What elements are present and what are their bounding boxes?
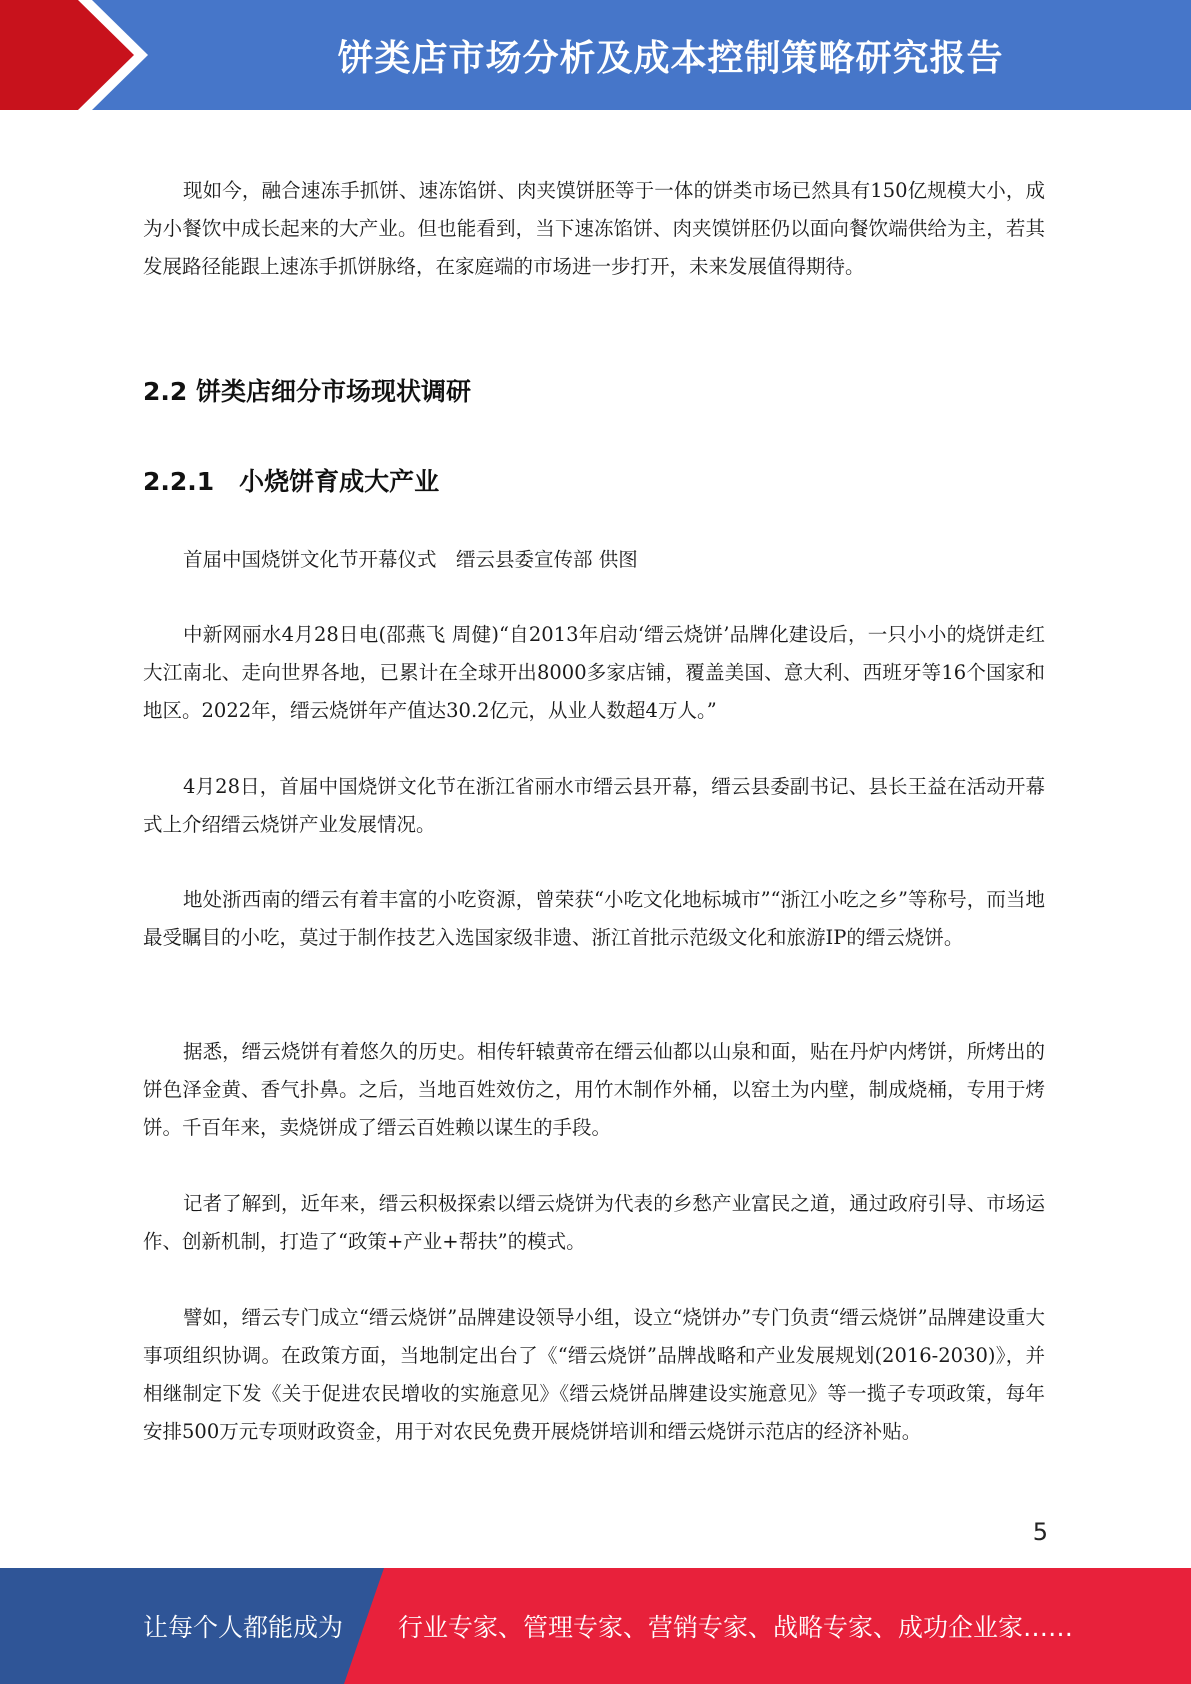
footer-slogan-lead: 让每个人都能成为 [143,1613,344,1642]
body-paragraph: 4月28日，首届中国烧饼文化节在浙江省丽水市缙云县开幕，缙云县委副书记、县长王益在活动开幕式上介绍缙云烧饼产业发展情况。 [143,775,1045,836]
body-paragraph: 地处浙西南的缙云有着丰富的小吃资源，曾荣获“小吃文化地标城市”“浙江小吃之乡”等称号，而当地最受瞩目的小吃，莫过于制作技艺入选国家级非遗、浙江首批示范级文化和旅游IP的缙云烧饼。 [143,888,1045,949]
subsection-heading: 2.2.1 小烧饼育成大产业 [143,467,440,496]
page-number: 5 [1032,1518,1048,1546]
body-paragraph: 据悉，缙云烧饼有着悠久的历史。相传轩辕黄帝在缙云仙都以山泉和面，贴在丹炉内烤饼，所烤出的饼色泽金黄、香气扑鼻。之后，当地百姓效仿之，用竹木制作外桶，以窑土为内壁，制成烧桶，专用于烤饼。千百年来，卖烧饼成了缙云百姓赖以谋生的手段。 [143,1040,1045,1139]
header-arrow-decoration [0,0,160,110]
page-header [0,0,1191,110]
report-title: 饼类店市场分析及成本控制策略研究报告 [337,37,1004,79]
page-footer [0,1568,1191,1684]
intro-paragraph: 现如今，融合速冻手抓饼、速冻馅饼、肉夹馍饼胚等于一体的饼类市场已然具有150亿规模大小，成为小餐饮中成长起来的大产业。但也能看到，当下速冻馅饼、肉夹馍饼胚仍以面向餐饮端供给为主，若其发展路径能跟上速冻手抓饼脉络，在家庭端的市场进一步打开，未来发展值得期待。 [143,179,1045,278]
body-paragraph: 中新网丽水4月28日电(邵燕飞 周健)“自2013年启动‘缙云烧饼’品牌化建设后，一只小小的烧饼走红大江南北、走向世界各地，已累计在全球开出8000多家店铺，覆盖美国、意大利、西班牙等16个国家和地区。2022年，缙云烧饼年产值达30.2亿元，从业人数超4万人。” [143,623,1045,722]
footer-slogan-roles: 行业专家、管理专家、营销专家、战略专家、成功企业家…… [398,1613,1074,1642]
body-paragraph: 记者了解到，近年来，缙云积极探索以缙云烧饼为代表的乡愁产业富民之道，通过政府引导、市场运作、创新机制，打造了“政策+产业+帮扶”的模式。 [143,1192,1045,1253]
section-heading: 2.2 饼类店细分市场现状调研 [143,377,471,406]
photo-caption: 首届中国烧饼文化节开幕仪式 缙云县委宣传部 供图 [183,548,638,571]
body-paragraph: 譬如，缙云专门成立“缙云烧饼”品牌建设领导小组，设立“烧饼办”专门负责“缙云烧饼”品牌建设重大事项组织协调。在政策方面，当地制定出台了《“缙云烧饼”品牌战略和产业发展规划(2016-2030)》，并相继制定下发《关于促进农民增收的实施意见》《缙云烧饼品牌建设实施意见》等一揽子专项政策，每年安排500万元专项财政资金，用于对农民免费开展烧饼培训和缙云烧饼示范店的经济补贴。 [143,1306,1045,1443]
